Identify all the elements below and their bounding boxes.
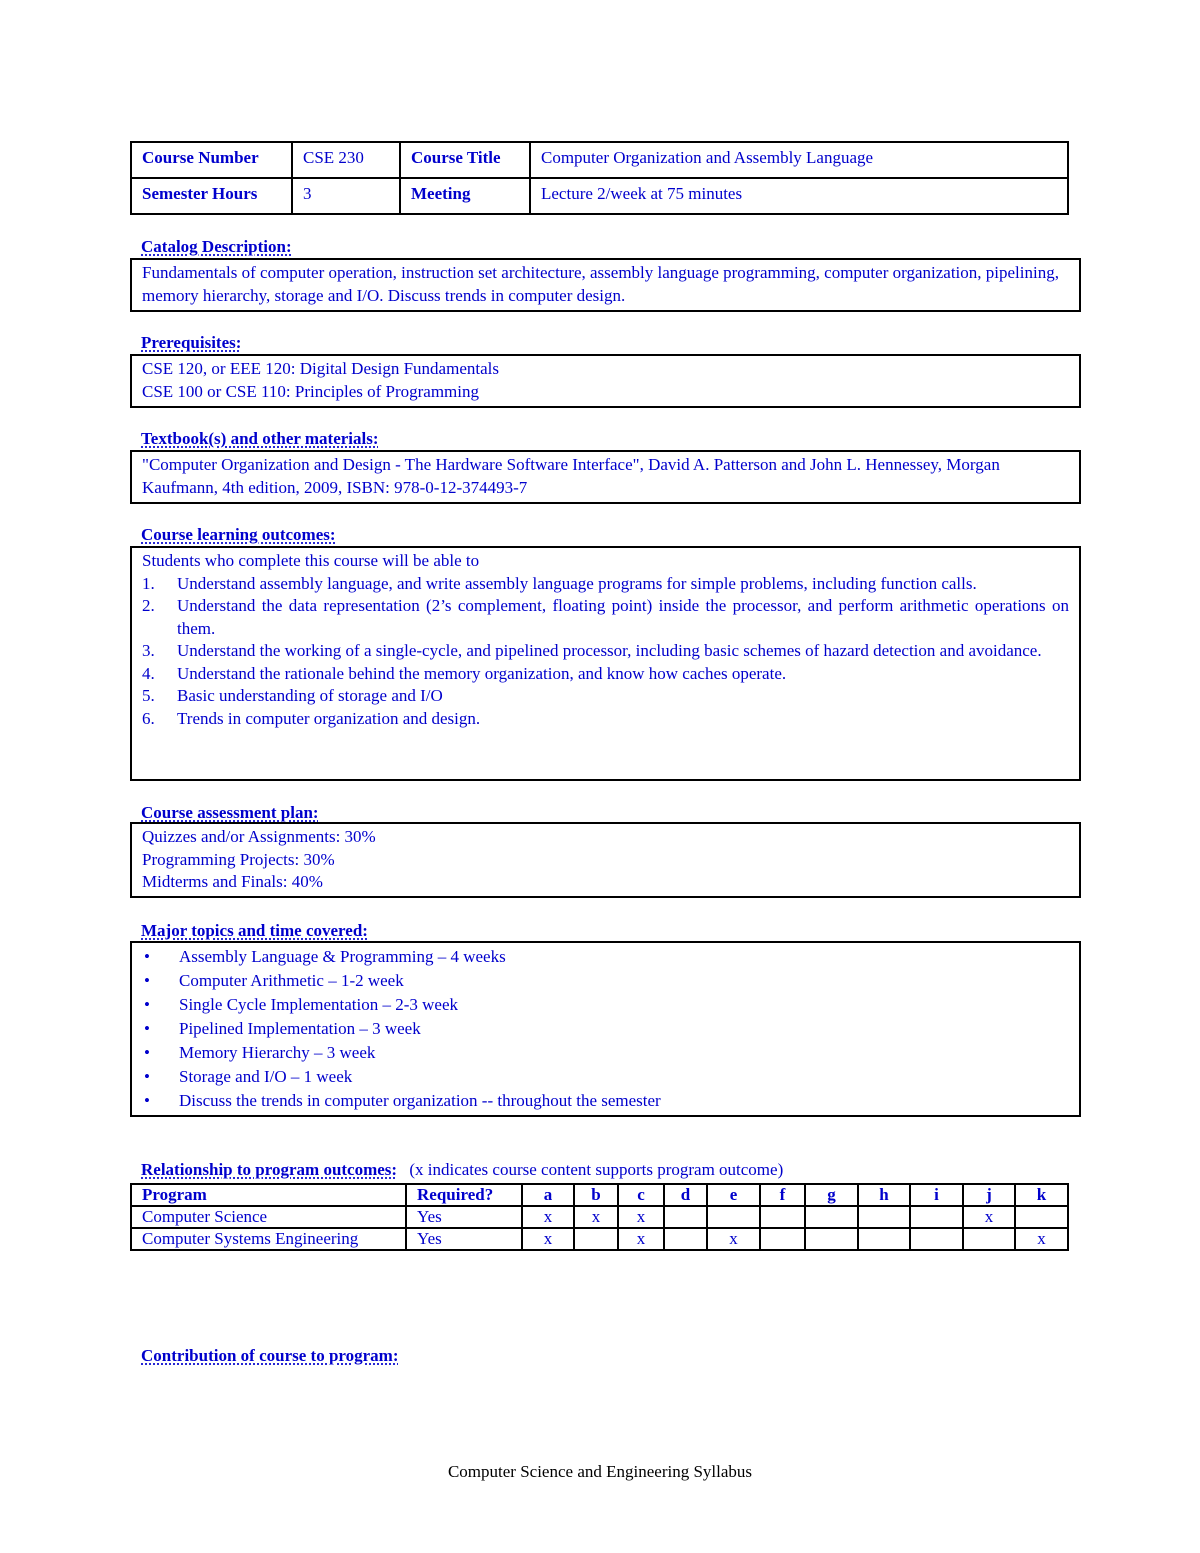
page-footer: Computer Science and Engineering Syllabus xyxy=(447,1462,753,1481)
catalog-label: Catalog Description: xyxy=(141,237,292,256)
program-outcomes-table xyxy=(130,1183,1069,1251)
table-cell xyxy=(910,1228,963,1250)
course-info-row xyxy=(131,142,1068,178)
catalog-text: Fundamentals of computer operation, instruction set architecture, assembly language programming, computer organization, pipelining, memory hierarchy, storage and I/O. Discuss trends in computer design. xyxy=(142,263,1059,305)
table-row xyxy=(131,1228,1068,1250)
header-cell: f xyxy=(760,1184,805,1206)
prerequisite-line: CSE 100 or CSE 110: Principles of Programming xyxy=(142,381,480,401)
header-cell: e xyxy=(707,1184,760,1206)
prerequisites-label: Prerequisites: xyxy=(141,333,242,352)
bullet: • xyxy=(144,995,150,1014)
topic-text: Single Cycle Implementation – 2-3 week xyxy=(179,995,459,1014)
table-cell: x xyxy=(574,1206,618,1228)
header-cell: i xyxy=(910,1184,963,1206)
table-row xyxy=(131,1206,1068,1228)
header-cell: a xyxy=(522,1184,574,1206)
learning-outcomes-label: Course learning outcomes: xyxy=(141,525,336,544)
topics-label: Major topics and time covered: xyxy=(141,921,368,940)
list-item xyxy=(142,1017,1069,1041)
table-cell: Computer Science xyxy=(131,1206,406,1228)
topic-text: Computer Arithmetic – 1-2 week xyxy=(179,971,404,990)
table-cell: Yes xyxy=(406,1228,522,1250)
meeting: Lecture 2/week at 75 minutes xyxy=(530,178,1068,214)
header-cell: b xyxy=(574,1184,618,1206)
item-text: Understand the rationale behind the memory organization, and know how caches operate. xyxy=(177,663,787,683)
item-text: Trends in computer organization and design. xyxy=(177,708,481,728)
table-header-row xyxy=(131,1184,1068,1206)
table-cell: Yes xyxy=(406,1206,522,1228)
learning-outcomes-intro: Students who complete this course will be able to xyxy=(142,551,480,570)
bullet: • xyxy=(144,971,150,990)
course-number: CSE 230 xyxy=(292,142,400,178)
assessment-line: Midterms and Finals: 40% xyxy=(142,872,323,891)
table-cell xyxy=(858,1206,910,1228)
list-item xyxy=(142,1041,1069,1065)
header-cell: Program xyxy=(131,1184,406,1206)
meeting-label: Meeting xyxy=(400,178,530,214)
table-cell xyxy=(760,1206,805,1228)
table-cell xyxy=(574,1228,618,1250)
course-number-label: Course Number xyxy=(131,142,292,178)
table-cell xyxy=(760,1228,805,1250)
topic-text: Pipelined Implementation – 3 week xyxy=(179,1019,421,1038)
catalog-box xyxy=(130,258,1081,312)
topic-text: Assembly Language & Programming – 4 weeks xyxy=(179,947,506,966)
list-item xyxy=(142,1089,1069,1113)
table-cell: x xyxy=(1015,1228,1068,1250)
course-title: Computer Organization and Assembly Language xyxy=(530,142,1068,178)
course-info-row xyxy=(131,178,1068,214)
list-item xyxy=(142,945,1069,969)
bullet: • xyxy=(144,947,150,966)
header-cell: c xyxy=(618,1184,664,1206)
item-number: 6. xyxy=(142,708,155,728)
list-item xyxy=(142,595,1069,640)
topics-box xyxy=(130,941,1081,1117)
item-text: Understand assembly language, and write assembly language programs for simple problems, including function calls. xyxy=(177,573,977,593)
table-cell: x xyxy=(618,1228,664,1250)
header-cell: k xyxy=(1015,1184,1068,1206)
topic-text: Storage and I/O – 1 week xyxy=(179,1067,353,1086)
table-cell: Computer Systems Engineering xyxy=(131,1228,406,1250)
item-number: 1. xyxy=(142,573,155,593)
learning-outcomes-box xyxy=(130,546,1081,781)
prerequisites-box xyxy=(130,354,1081,408)
assessment-line: Quizzes and/or Assignments: 30% xyxy=(142,827,376,846)
textbook-label: Textbook(s) and other materials: xyxy=(141,429,379,448)
list-item xyxy=(142,663,1069,686)
list-item xyxy=(142,993,1069,1017)
list-item xyxy=(142,685,1069,708)
topic-text: Memory Hierarchy – 3 week xyxy=(179,1043,376,1062)
table-cell: x xyxy=(522,1228,574,1250)
prerequisite-line: CSE 120, or EEE 120: Digital Design Fundamentals xyxy=(142,359,499,378)
table-cell xyxy=(963,1228,1015,1250)
textbook-text: "Computer Organization and Design - The Hardware Software Interface", David A. Patterson and John L. Hennessey, Morgan Kaufmann, 4th edition, 2009, ISBN: 978-0-12-374493-7 xyxy=(142,455,1000,497)
list-item xyxy=(142,573,1069,596)
table-cell xyxy=(858,1228,910,1250)
textbook-box xyxy=(130,450,1081,504)
list-item xyxy=(142,708,1069,731)
topic-text: Discuss the trends in computer organization -- throughout the semester xyxy=(179,1091,661,1110)
item-number: 3. xyxy=(142,641,155,660)
list-item xyxy=(142,969,1069,993)
table-cell xyxy=(805,1228,858,1250)
semester-hours: 3 xyxy=(292,178,400,214)
table-cell: x xyxy=(522,1206,574,1228)
header-cell: d xyxy=(664,1184,707,1206)
assessment-label: Course assessment plan: xyxy=(141,803,319,822)
learning-outcomes-list xyxy=(142,573,1069,731)
semester-hours-label: Semester Hours xyxy=(131,178,292,214)
bullet: • xyxy=(144,1019,150,1038)
program-outcomes-label: Relationship to program outcomes: xyxy=(141,1160,398,1179)
item-text: Understand the data representation (2’s complement, floating point) inside the processor, and perform arithmetic operations on them. xyxy=(177,596,1069,638)
program-outcomes-heading xyxy=(141,1160,783,1180)
table-cell: x xyxy=(618,1206,664,1228)
bullet: • xyxy=(144,1067,150,1086)
table-cell xyxy=(707,1206,760,1228)
assessment-box xyxy=(130,822,1081,898)
item-number: 2. xyxy=(142,596,155,615)
item-number: 5. xyxy=(142,686,155,705)
item-number: 4. xyxy=(142,663,155,683)
bullet: • xyxy=(144,1091,150,1110)
table-cell xyxy=(1015,1206,1068,1228)
header-cell: j xyxy=(963,1184,1015,1206)
table-cell xyxy=(664,1206,707,1228)
table-cell: x xyxy=(707,1228,760,1250)
header-cell: g xyxy=(805,1184,858,1206)
contribution-label: Contribution of course to program: xyxy=(141,1346,399,1365)
list-item xyxy=(142,1065,1069,1089)
table-cell xyxy=(805,1206,858,1228)
table-cell xyxy=(664,1228,707,1250)
item-text: Understand the working of a single-cycle, and pipelined processor, including basic schemes of hazard detection and avoidance. xyxy=(177,641,1042,660)
topics-list xyxy=(142,945,1069,1113)
item-text: Basic understanding of storage and I/O xyxy=(177,686,443,705)
header-cell: Required? xyxy=(406,1184,522,1206)
assessment-line: Programming Projects: 30% xyxy=(142,849,335,869)
course-title-label: Course Title xyxy=(400,142,530,178)
list-item xyxy=(142,640,1069,663)
program-outcomes-note: (x indicates course content supports program outcome) xyxy=(409,1160,784,1179)
table-cell xyxy=(910,1206,963,1228)
table-cell: x xyxy=(963,1206,1015,1228)
course-info-table xyxy=(130,141,1069,215)
bullet: • xyxy=(144,1043,150,1062)
header-cell: h xyxy=(858,1184,910,1206)
